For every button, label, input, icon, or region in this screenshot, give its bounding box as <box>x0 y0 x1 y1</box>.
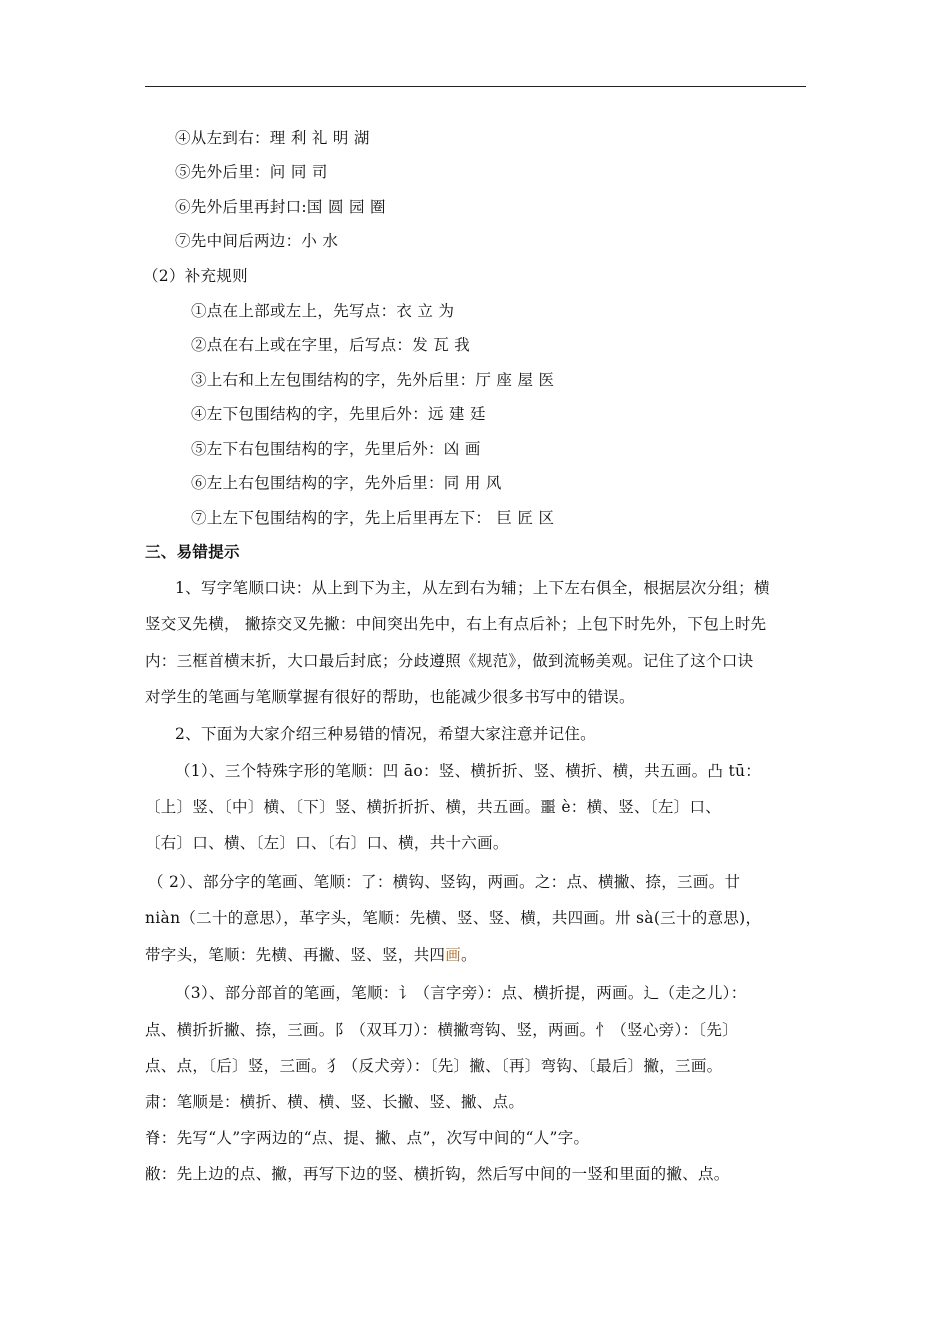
paragraph-line: 脊：先写“人”字两边的“点、提、撇、点”，次写中间的“人”字。 <box>145 1129 590 1147</box>
supplement-heading: （2）补充规则 <box>143 267 248 285</box>
supplement-item: ②点在右上或在字里，后写点：发 瓦 我 <box>191 336 471 354</box>
paragraph-line: 点、横折折撇、捺，三画。阝（双耳刀）：横撇弯钩、竖，两画。忄（竖心旁）：〔先〕 <box>145 1021 738 1039</box>
paragraph-line: 竖交叉先横， 撇捺交叉先撇：中间突出先中，右上有点后补；上包下时先外，下包上时先 <box>145 615 767 633</box>
paragraph-line <box>145 945 477 965</box>
rule-item: ⑤先外后里：问 同 司 <box>175 163 328 181</box>
supplement-item: ③上右和上左包围结构的字，先外后里：厅 座 屋 医 <box>191 371 555 389</box>
paragraph-line: niàn（二十的意思），革字头，笔顺：先横、竖、竖、横，共四画。卅 sà(三十的意思)， <box>145 909 762 927</box>
paragraph-line: （3）、部分部首的笔画，笔顺：讠（言字旁）：点、横折提，两画。辶（走之儿）： <box>175 984 747 1002</box>
rule-item: ⑦先中间后两边：小 水 <box>175 232 339 250</box>
supplement-item: ⑦上左下包围结构的字，先上后里再左下： 巨 匠 区 <box>191 509 555 527</box>
paragraph-line: 肃：笔顺是：横折、横、横、竖、长撇、竖、撇、点。 <box>145 1093 525 1111</box>
paragraph-line: 内：三框首横末折，大口最后封底；分歧遵照《规范》，做到流畅美观。记住了这个口诀 <box>145 652 754 670</box>
paragraph-line: 点、点，〔后〕竖，三画。犭（反犬旁）：〔先〕撇、〔再〕弯钩、〔最后〕撇，三画。 <box>145 1057 723 1075</box>
paragraph-line: 〔右〕口、横、〔左〕口、〔右〕口、横，共十六画。 <box>145 834 509 852</box>
highlighted-char: 画 <box>445 946 462 964</box>
supplement-item: ④左下包围结构的字，先里后外：远 建 廷 <box>191 405 486 423</box>
paragraph-line: 敝：先上边的点、撇，再写下边的竖、横折钩，然后写中间的一竖和里面的撇、点。 <box>145 1165 730 1183</box>
supplement-item: ⑥左上右包围结构的字，先外后里：同 用 风 <box>191 474 502 492</box>
paragraph-line: 1、写字笔顺口诀：从上到下为主，从左到右为辅；上下左右俱全，根据层次分组；横 <box>175 579 770 597</box>
supplement-item: ①点在上部或左上，先写点：衣 立 为 <box>191 302 455 320</box>
section-heading: 三、易错提示 <box>145 543 240 561</box>
paragraph-text: 。 <box>461 946 477 964</box>
paragraph-line: （1）、三个特殊字形的笔顺：凹 āo：竖、横折折、竖、横折、横，共五画。凸 tū： <box>175 762 762 780</box>
rule-item: ⑥先外后里再封口:国 圆 园 圈 <box>175 198 386 216</box>
header-rule <box>145 86 806 87</box>
paragraph-line: 2、下面为大家介绍三种易错的情况，希望大家注意并记住。 <box>175 725 596 743</box>
paragraph-line: （ 2）、部分字的笔画、笔顺：了：横钩、竖钩，两画。之：点、横撇、捺，三画。廿 <box>148 873 741 891</box>
paragraph-line: 对学生的笔画与笔顺掌握有很好的帮助，也能减少很多书写中的错误。 <box>145 688 635 706</box>
supplement-item: ⑤左下右包围结构的字，先里后外：凶 画 <box>191 440 481 458</box>
paragraph-text: 带字头，笔顺：先横、再撇、竖、竖，共四 <box>145 946 446 964</box>
paragraph-line: 〔上〕竖、〔中〕横、〔下〕竖、横折折折、横，共五画。噩 è：横、竖、〔左〕口、 <box>145 798 722 816</box>
rule-item: ④从左到右：理 利 礼 明 湖 <box>175 129 370 147</box>
